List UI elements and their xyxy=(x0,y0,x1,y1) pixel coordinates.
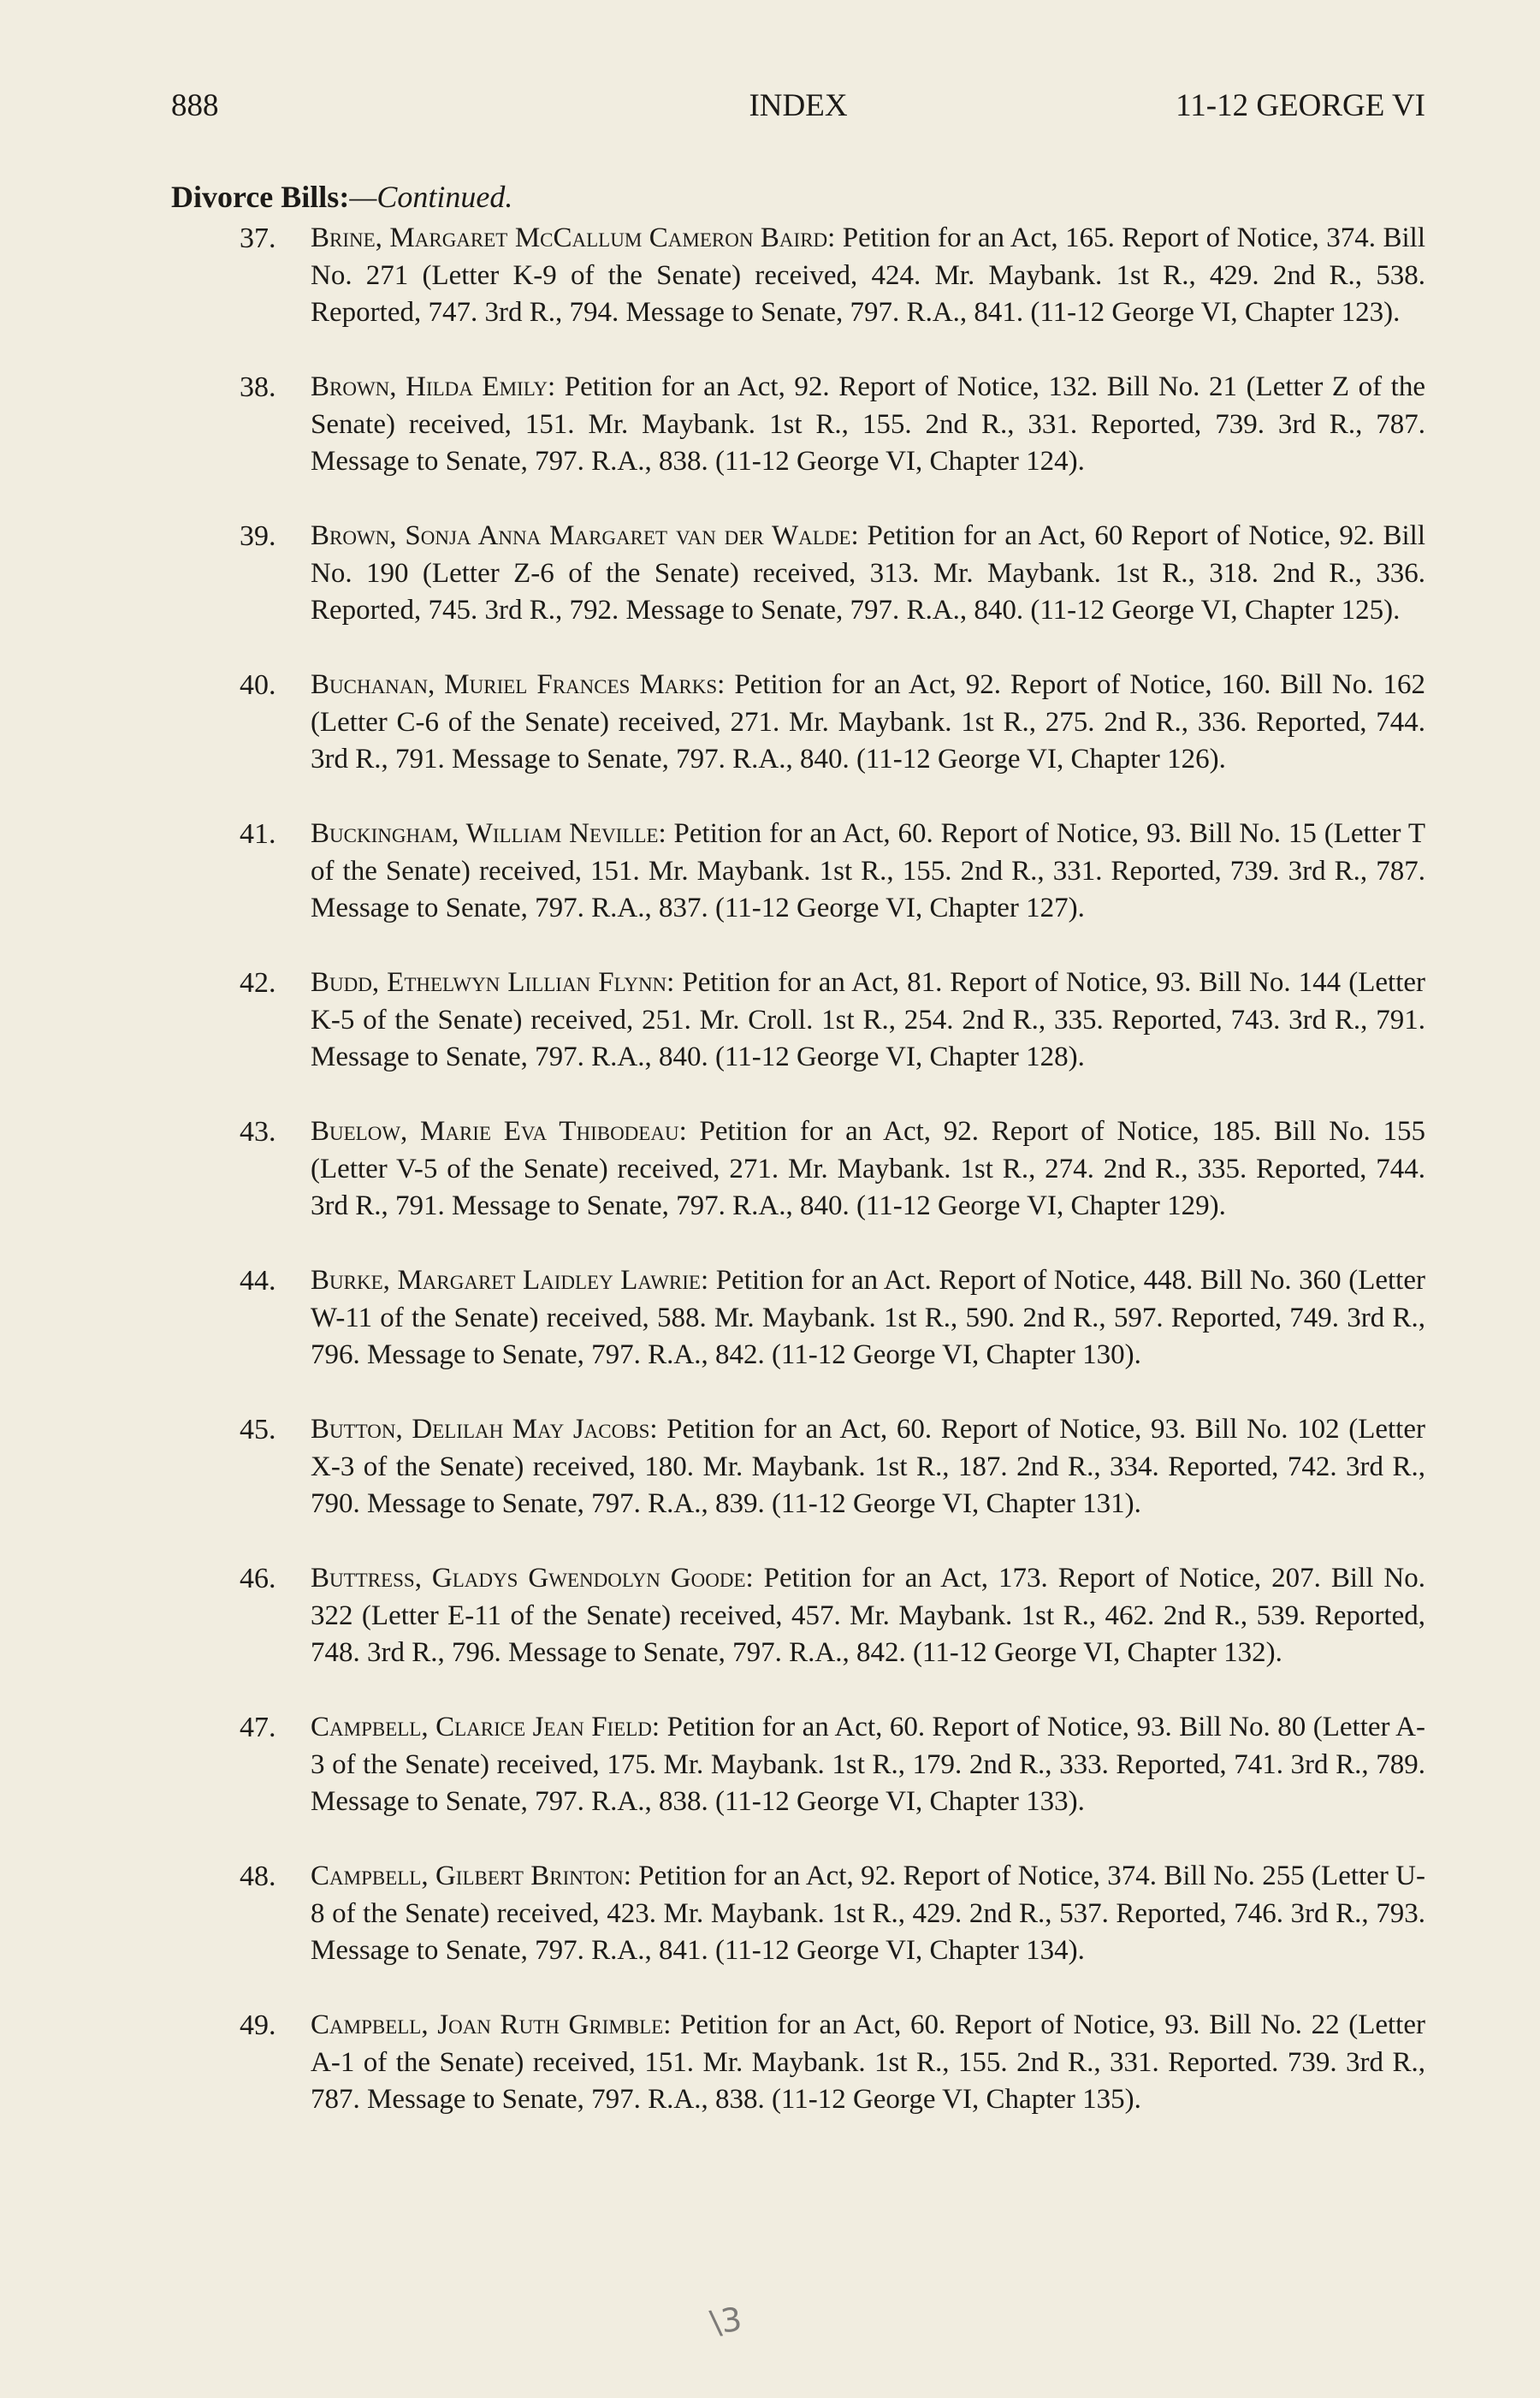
entry-name: Campbell, Clarice Jean Field xyxy=(311,1712,652,1742)
entry-name: Campbell, Joan Ruth Grimble xyxy=(311,2009,664,2040)
entry-text xyxy=(311,816,1425,928)
entry-name: Brine, Margaret McCallum Cameron Baird xyxy=(311,223,828,253)
section-heading xyxy=(171,175,1425,218)
entry-details: : Petition for an Act, 81. Report of Notice, 93. Bill No. 144 (Letter K-5 of the Senate) received, 251. Mr. Croll. 1st R., 254. 2nd R., 335. Reported, 743. 3rd R., 791. Message to Senate, 797. R.A., 840. (11-12 George VI, Chapter 128). xyxy=(311,967,1425,1072)
entry-text xyxy=(311,369,1425,481)
entry-number: 48. xyxy=(240,1861,276,1892)
entry-details: : Petition for an Act. Report of Notice, 448. Bill No. 360 (Letter W-11 of the Senate) received, 588. Mr. Maybank. 1st R., 590. 2nd R., 597. Reported, 749. 3rd R., 796. Message to Senate, 797. R.A., 842. (11-12 George VI, Chapter 130). xyxy=(311,1265,1425,1370)
entry-number: 41. xyxy=(240,818,276,850)
entry-text xyxy=(311,518,1425,630)
index-entry xyxy=(171,1858,1425,2007)
entry-text xyxy=(311,1262,1425,1374)
index-entry xyxy=(171,369,1425,518)
entry-name: Buelow, Marie Eva Thibodeau xyxy=(311,1116,679,1147)
entry-name: Buckingham, William Neville xyxy=(311,818,659,849)
entry-details: : Petition for an Act, 92. Report of Notice, 132. Bill No. 21 (Letter Z of the Senate) received, 151. Mr. Maybank. 1st R., 155. 2nd R., 331. Reported, 739. 3rd R., 787. Message to Senate, 797. R.A., 838. (11-12 George VI, Chapter 124). xyxy=(311,371,1425,477)
entry-number: 39. xyxy=(240,520,276,552)
entry-text xyxy=(311,1858,1425,1970)
entry-details: : Petition for an Act, 60 Report of Notice, 92. Bill No. 190 (Letter Z-6 of the Senate) received, 313. Mr. Maybank. 1st R., 318. 2nd R., 336. Reported, 745. 3rd R., 792. Message to Senate, 797. R.A., 840. (11-12 George VI, Chapter 125). xyxy=(311,520,1425,626)
entry-number: 43. xyxy=(240,1116,276,1148)
entry-number: 44. xyxy=(240,1265,276,1297)
entry-details: : Petition for an Act, 92. Report of Notice, 374. Bill No. 255 (Letter U-8 of the Senate) received, 423. Mr. Maybank. 1st R., 429. 2nd R., 537. Reported, 746. 3rd R., 793. Message to Senate, 797. R.A., 841. (11-12 George VI, Chapter 134). xyxy=(311,1861,1425,1966)
entry-name: Campbell, Gilbert Brinton xyxy=(311,1861,624,1891)
entry-details: : Petition for an Act, 60. Report of Notice, 93. Bill No. 102 (Letter X-3 of the Senate) received, 180. Mr. Maybank. 1st R., 187. 2nd R., 334. Reported, 742. 3rd R., 790. Message to Senate, 797. R.A., 839. (11-12 George VI, Chapter 131). xyxy=(311,1414,1425,1519)
entry-text xyxy=(311,1560,1425,1672)
entry-text xyxy=(311,1113,1425,1226)
entry-name: Burke, Margaret Laidley Lawrie xyxy=(311,1265,701,1296)
entry-text xyxy=(311,667,1425,779)
pencil-mark: \3 xyxy=(708,2300,744,2342)
entry-text xyxy=(311,965,1425,1077)
entry-list xyxy=(171,220,1425,2156)
entry-number: 49. xyxy=(240,2009,276,2041)
entry-details: : Petition for an Act, 173. Report of Notice, 207. Bill No. 322 (Letter E-11 of the Senate) received, 457. Mr. Maybank. 1st R., 462. 2nd R., 539. Reported, 748. 3rd R., 796. Message to Senate, 797. R.A., 842. (11-12 George VI, Chapter 132). xyxy=(311,1563,1425,1668)
header-volume: 11-12 GEORGE VI xyxy=(1176,88,1425,123)
entry-text xyxy=(311,1709,1425,1821)
entry-number: 42. xyxy=(240,967,276,999)
index-entry xyxy=(171,518,1425,667)
entry-details: : Petition for an Act, 165. Report of Notice, 374. Bill No. 271 (Letter K-9 of the Senate) received, 424. Mr. Maybank. 1st R., 429. 2nd R., 538. Reported, 747. 3rd R., 794. Message to Senate, 797. R.A., 841. (11-12 George VI, Chapter 123). xyxy=(311,223,1425,328)
index-entry xyxy=(171,220,1425,369)
entry-text xyxy=(311,220,1425,332)
entry-details: : Petition for an Act, 60. Report of Notice, 93. Bill No. 22 (Letter A-1 of the Senate) received, 151. Mr. Maybank. 1st R., 155. 2nd R., 331. Reported. 739. 3rd R., 787. Message to Senate, 797. R.A., 838. (11-12 George VI, Chapter 135). xyxy=(311,2009,1425,2115)
entry-name: Budd, Ethelwyn Lillian Flynn xyxy=(311,967,667,998)
entry-name: Buchanan, Muriel Frances Marks xyxy=(311,669,718,700)
entry-text xyxy=(311,2007,1425,2119)
running-header xyxy=(171,82,1425,130)
entry-details: : Petition for an Act, 60. Report of Notice, 93. Bill No. 80 (Letter A-3 of the Senate) received, 175. Mr. Maybank. 1st R., 179. 2nd R., 333. Reported, 741. 3rd R., 789. Message to Senate, 797. R.A., 838. (11-12 George VI, Chapter 133). xyxy=(311,1712,1425,1817)
entry-number: 40. xyxy=(240,669,276,701)
index-entry xyxy=(171,1262,1425,1411)
entry-number: 47. xyxy=(240,1712,276,1743)
entry-name: Brown, Hilda Emily xyxy=(311,371,548,402)
entry-name: Brown, Sonja Anna Margaret van der Walde xyxy=(311,520,851,551)
index-entry xyxy=(171,1709,1425,1858)
entry-details: : Petition for an Act, 60. Report of Notice, 93. Bill No. 15 (Letter T of the Senate) received, 151. Mr. Maybank. 1st R., 155. 2nd R., 331. Reported, 739. 3rd R., 787. Message to Senate, 797. R.A., 837. (11-12 George VI, Chapter 127). xyxy=(311,818,1425,923)
index-entry xyxy=(171,1113,1425,1262)
index-entry xyxy=(171,965,1425,1113)
index-entry xyxy=(171,816,1425,965)
index-entry xyxy=(171,1411,1425,1560)
entry-number: 46. xyxy=(240,1563,276,1594)
index-entry xyxy=(171,2007,1425,2156)
entry-details: : Petition for an Act, 92. Report of Notice, 185. Bill No. 155 (Letter V-5 of the Senate) received, 271. Mr. Maybank. 1st R., 274. 2nd R., 335. Reported, 744. 3rd R., 791. Message to Senate, 797. R.A., 840. (11-12 George VI, Chapter 129). xyxy=(311,1116,1425,1221)
entry-name: Button, Delilah May Jacobs xyxy=(311,1414,650,1445)
index-entry xyxy=(171,667,1425,816)
section-continued: —Continued. xyxy=(349,180,513,214)
entry-number: 38. xyxy=(240,371,276,403)
index-entry xyxy=(171,1560,1425,1709)
entry-name: Buttress, Gladys Gwendolyn Goode xyxy=(311,1563,746,1594)
entry-number: 45. xyxy=(240,1414,276,1445)
page-number: 888 xyxy=(171,88,219,123)
entry-text xyxy=(311,1411,1425,1523)
entry-number: 37. xyxy=(240,223,276,254)
section-title: Divorce Bills: xyxy=(171,180,350,214)
header-title: INDEX xyxy=(749,88,848,123)
entry-details: : Petition for an Act, 92. Report of Notice, 160. Bill No. 162 (Letter C-6 of the Senate) received, 271. Mr. Maybank. 1st R., 275. 2nd R., 336. Reported, 744. 3rd R., 791. Message to Senate, 797. R.A., 840. (11-12 George VI, Chapter 126). xyxy=(311,669,1425,775)
